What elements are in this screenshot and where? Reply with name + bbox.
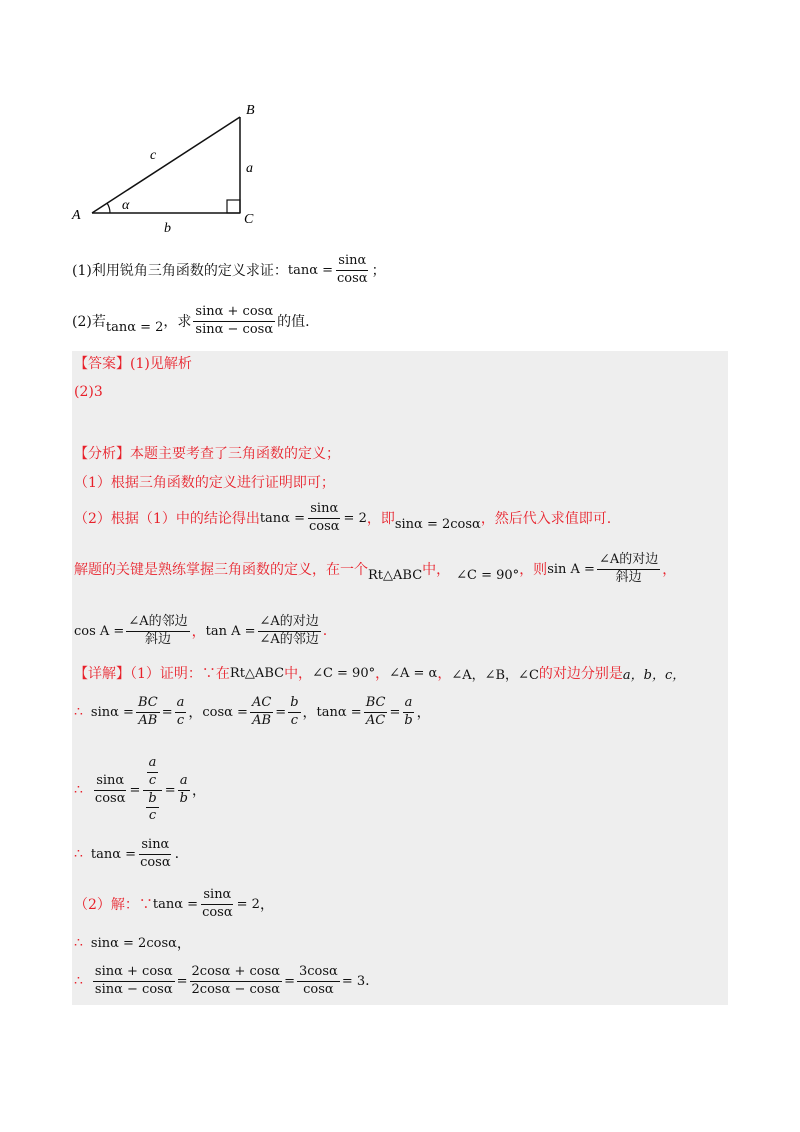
cos-d2: c [290,712,298,728]
detail-line-3 [74,742,206,838]
detail-aeq: ∠A = α [389,665,438,681]
step2-den: cosα [308,518,340,534]
l4-den: cosα [140,854,171,870]
therefore-symbol: ∴ [74,782,83,798]
step2-lhs: tanα = [259,510,305,526]
key-then: ，则 [519,562,548,578]
step2-fraction [307,502,342,535]
key-mid: 中， [422,562,451,578]
l7-d1: sinα − cosα [94,981,173,997]
analysis-step1-text: （1）根据三角函数的定义进行证明即可； [74,475,335,491]
detail-line-5 [74,885,274,923]
compound-fraction [142,756,162,825]
key-rt: Rt△ABC [368,567,423,583]
ratio-den: cosα [94,790,126,806]
sin-d2: c [176,712,185,728]
cos-num: ∠A的邻边 [126,615,189,632]
sin-eq: = [161,704,173,720]
part2-label: （2）解：∵ [74,897,153,913]
q2-num: sinα + cosα [193,305,275,322]
l7-eq2: = [284,973,295,989]
q2-condition: tanα = 2 [105,319,164,335]
comma-3: ， [416,705,431,721]
cos-lhs: cos A = [74,623,125,639]
l6-eq: sinα = 2cosα [90,935,177,951]
analysis-step1 [74,471,335,493]
l7-end: . [365,973,370,989]
ratio-result [178,774,190,807]
answer-part2 [74,381,103,403]
q1-fraction [335,254,370,287]
ratio-eq: = [129,782,141,798]
tan-lhs: tan A = [205,623,256,639]
inner-dd: c [148,808,157,824]
tan-n2: a [403,696,415,713]
q1-text: (1)利用锐角三角函数的定义求证： [72,263,288,279]
ratio-end: ， [191,783,206,799]
inner-nn: a [147,756,159,773]
side-a-label: a [246,161,253,176]
comma-1: ， [188,705,203,721]
l7-n1: sinα + cosα [93,965,175,982]
tan-d1: AC [365,712,386,728]
inner-dn: b [146,792,158,809]
ratio-eq2: = [164,782,176,798]
detail-sep1: ， [375,666,390,682]
p2-lhs: tanα = [152,896,199,912]
answer-part2-text: (2)3 [74,384,103,400]
sin-n2: a [175,696,187,713]
inner-num-frac [147,756,159,789]
cos-den: 斜边 [144,631,171,647]
q1-end: ； [371,263,386,279]
detail-angles: ∠A，∠B，∠C [451,667,539,683]
therefore-symbol: ∴ [74,704,83,720]
vertex-b-label: B [246,103,255,118]
l7-frac-2 [190,965,283,998]
detail-c90: ∠C = 90° [312,665,376,681]
detail-line-4 [74,835,179,873]
key-pre: 解题的关键是熟练掌握三角函数的定义，在一个 [74,562,368,578]
step2-eq: sinα = 2cosα [394,516,481,532]
ratio-fraction [93,774,128,807]
question-2 [72,303,310,339]
therefore-symbol: ∴ [74,935,83,951]
cos-fraction [126,615,189,648]
analysis-label-text: 【分析】本题主要考查了三角函数的定义； [74,446,340,462]
tan-sep: ， [191,624,206,640]
l4-num: sinα [139,838,171,855]
detail-line-6 [74,932,191,954]
step2-mid: ，即 [366,511,395,527]
q1-num: sinα [336,254,368,271]
angle-alpha-label: α [122,198,130,213]
detail-label: 【详解】（1）证明：∵在 [74,666,230,682]
cos-frac-2 [288,696,300,729]
question-1 [72,252,386,288]
detail-sides: a，b，c， [622,667,686,683]
cos-n1: AC [250,696,273,713]
step2-pre: （2）根据（1）中的结论得出 [74,511,260,527]
sin-frac-1 [136,696,160,729]
q1-den: cosα [337,270,368,286]
detail-line-7 [74,962,370,1000]
answer-label-text: 【答案】(1)见解析 [74,356,192,372]
key-angle: ∠C = 90° [456,567,520,583]
comma-2: ， [302,705,317,721]
l4-lhs: tanα = [90,846,137,862]
tan-detail-lhs: tanα = [316,704,362,720]
q2-fraction [193,305,275,338]
l4-fraction [138,838,173,871]
tan-d2: b [404,712,413,728]
l7-frac-1 [93,965,175,998]
key-sin-num: ∠A的对边 [597,553,660,570]
inner-den-frac [146,792,158,825]
l7-eq3: = 3 [341,973,366,989]
tan-den: ∠A的邻边 [259,631,319,647]
q2-end: 的值. [277,314,310,330]
vertex-a-label: A [72,208,81,223]
l7-d3: cosα [303,981,334,997]
detail-rt: Rt△ABC [229,665,285,681]
key-comma: ， [662,562,677,578]
tan-fraction [258,615,321,648]
ratio-rd: b [179,790,188,806]
p2-fraction [200,888,235,921]
sin-frac-2 [175,696,187,729]
side-c-label: c [150,148,157,163]
tan-num: ∠A的对边 [258,615,321,632]
q2-mid: ，求 [163,314,192,330]
therefore-symbol: ∴ [74,846,83,862]
tan-frac-1 [364,696,388,729]
p2-den: cosα [202,904,233,920]
analysis-cos-tan [74,611,327,651]
cos-d1: AB [252,712,272,728]
sin-lhs: sinα = [90,704,134,720]
ratio-rn: a [178,774,190,791]
detail-opp: 的对边分别是 [538,666,623,682]
step2-end: ，然后代入求值即可. [480,511,612,527]
key-sin: sin A = [547,561,595,577]
p2-rhs: = 2 [236,896,260,912]
cos-frac-1 [250,696,273,729]
q1-lhs: tanα = [287,262,333,278]
tan-frac-2 [402,696,414,729]
p2-end: ， [259,897,274,913]
analysis-label [74,442,340,464]
cos-detail-lhs: cosα = [202,704,248,720]
sin-n1: BC [136,696,160,713]
l7-frac-3 [297,965,340,998]
triangle-figure [60,95,280,240]
analysis-step2 [74,499,611,537]
key-sin-den: 斜边 [615,569,642,585]
l7-d2: 2cosα − cosα [191,981,281,997]
compound-den [142,791,162,825]
p2-num: sinα [201,888,233,905]
detail-line-1 [74,662,685,684]
q2-den: sinα − cosα [195,321,274,337]
therefore-symbol: ∴ [74,973,83,989]
cos-eq: = [275,704,287,720]
l6-end: ， [176,936,191,952]
l7-n2: 2cosα + cosα [190,965,283,982]
vertex-c-label: C [244,212,254,227]
detail-sep2: ， [437,666,452,682]
answer-label [74,352,192,374]
l7-eq1: = [176,973,188,989]
l4-end: . [174,846,180,862]
inner-nd: c [148,772,157,788]
tan-end: . [322,623,328,639]
q2-pre: (2)若 [72,314,106,330]
compound-num [143,756,163,791]
detail-line-2 [74,692,431,732]
step2-num: sinα [308,502,340,519]
ratio-num: sinα [94,774,126,791]
step2-rhs: = 2 [343,510,367,526]
detail-mid: 中， [284,666,313,682]
l7-n3: 3cosα [297,965,340,982]
sin-d1: AB [138,712,158,728]
analysis-key [74,549,676,589]
cos-n2: b [288,696,300,713]
key-sin-fraction [597,553,660,586]
tan-n1: BC [364,696,388,713]
tan-eq: = [389,704,401,720]
side-b-label: b [164,221,171,236]
